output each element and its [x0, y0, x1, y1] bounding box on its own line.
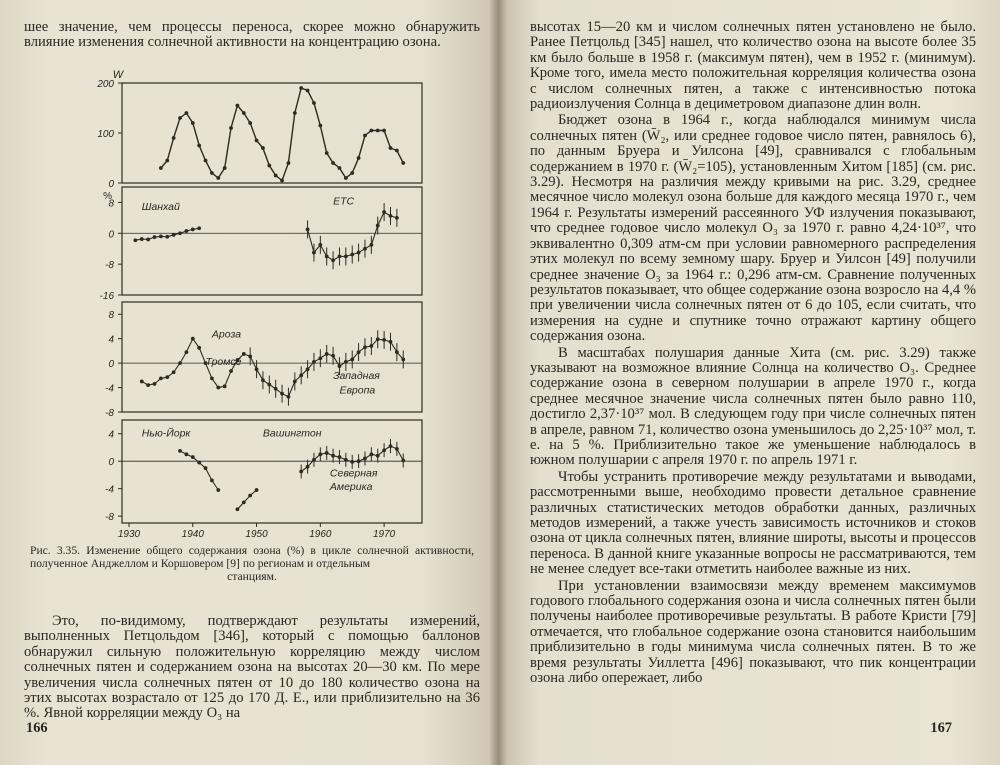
panel3-tromso-label: Тромсё [205, 355, 242, 368]
panel1-data-point [401, 161, 405, 165]
panel3-tick-label: 8 [108, 310, 114, 322]
panel3-data-point [185, 350, 189, 354]
panel1-data-point [350, 171, 354, 175]
panel2-data-point [344, 255, 348, 259]
figure-caption-text: Рис. 3.35. Изменение общего содержания озона (%) в цикле солнечной активности, полученное Анджеллом и Коршовером [9] по регионам и отдельным [30, 544, 474, 570]
panel1-data-point [306, 89, 310, 93]
panel1-data-point [389, 146, 393, 150]
panel2-data-point [165, 235, 169, 239]
panel4-north-america-label-2: Америка [329, 481, 373, 494]
panel2-unit-label: % [103, 191, 112, 202]
page-number-left: 166 [26, 720, 48, 736]
panel1-tick-label: 0 [108, 179, 114, 190]
panel4-x-tick-label: 1940 [181, 529, 204, 540]
panel4-data-point [216, 488, 220, 492]
panel4-data-point [325, 451, 329, 455]
panel1-data-point [274, 174, 278, 178]
panel4-tick-label: -4 [105, 484, 114, 496]
panel4-data-point [242, 501, 246, 505]
panel2-data-point [133, 238, 137, 242]
panel2-data-point [153, 235, 157, 239]
panel4-x-tick-label: 1930 [117, 529, 141, 540]
panel4-data-point [350, 460, 354, 464]
panel1-data-point [363, 134, 367, 138]
panel4-data-point [338, 455, 342, 459]
panel1-data-point [204, 159, 208, 163]
panel1-data-point [261, 146, 265, 150]
panel1-data-point [357, 156, 361, 160]
panel4-washington-label: Вашингтон [262, 427, 322, 440]
figure-caption-tail: станциям. [227, 570, 277, 583]
panel4-data-point [344, 458, 348, 462]
panel1-data-point [369, 129, 373, 133]
panel1-data-point [344, 176, 348, 180]
panel4-data-point [312, 458, 316, 462]
panel1-tick-label: 100 [97, 129, 114, 140]
panel4-x-tick-label: 1960 [309, 529, 332, 540]
panel1-data-point [293, 111, 297, 115]
left-intro-paragraph: шее значение, чем процессы переноса, скорее можно обнаружить влияние изменения солнечной активности на концентрацию озона. [24, 19, 480, 51]
panel2-data-point [159, 234, 163, 238]
right-paragraph-4: Чтобы устранить противоречие между результатами и выводами, рассмотренными выше, необходимо провести детальное сравнение различных статистических методов обработки данных, различных методов измерений, а также учесть зависимость источников и стоков озона от цикла солнечных пятен, влияние широты, высоты и процессов переноса. В данной книге указанные вопросы не рассматриваются, тем не менее следует все-таки отметить наиболее важные из них. [530, 468, 976, 578]
panel1-data-point [312, 101, 316, 105]
panel4-north-america-label: Северная [329, 467, 378, 480]
panel1-data-point [191, 121, 195, 125]
panel1-data-point [236, 104, 240, 108]
panel1-data-point [178, 116, 182, 120]
panel2-data-point [306, 228, 310, 232]
panel4-data-point [395, 447, 399, 451]
panel4-data-point [401, 459, 405, 463]
panel2-data-point [395, 216, 399, 220]
right-page [498, 0, 1000, 765]
panel4-data-point [204, 466, 208, 470]
panel1-data-point [197, 144, 201, 148]
panel1-data-point [223, 166, 227, 170]
panel3-data-point [153, 382, 157, 386]
panel4-data-point [331, 454, 335, 458]
panel4-tick-label: 4 [108, 429, 114, 441]
panel4-data-point [376, 454, 380, 458]
panel3-western-europe-label-2: Европа [339, 384, 376, 397]
panel4-data-point [236, 507, 240, 511]
panel1-data-point [216, 176, 220, 180]
panel1-data-point [172, 136, 176, 140]
panel1-data-point [267, 164, 271, 168]
panel4-data-point [248, 494, 252, 498]
panel3-data-point [159, 376, 163, 380]
panel2-tick-label: -16 [99, 291, 114, 302]
left-page [0, 0, 498, 765]
panel4-data-point [185, 452, 189, 456]
panel2-data-point [369, 243, 373, 247]
panel1-axis-label: W [112, 69, 124, 81]
panel3-data-point [223, 384, 227, 388]
panel1-data-point [331, 161, 335, 165]
panel1-data-point [318, 124, 322, 128]
panel1-frame [122, 83, 422, 183]
panel1-data-point [210, 171, 214, 175]
panel2-data-point [140, 237, 144, 241]
page-number-right: 167 [930, 720, 952, 736]
panel3-data-point [197, 346, 201, 350]
panel1-data-point [165, 159, 169, 163]
panel2-data-point [357, 251, 361, 255]
panel1-data-point [229, 126, 233, 130]
panel2-data-point [376, 224, 380, 228]
panel4-data-point [318, 452, 322, 456]
panel2-data-point [197, 226, 201, 230]
panel2-data-point [146, 238, 150, 242]
panel3-tick-label: 4 [108, 334, 114, 346]
panel3-tick-label: 0 [108, 359, 114, 371]
panel2-data-point [325, 255, 329, 259]
panel3-tick-label: -4 [105, 383, 114, 395]
panel4-series-line [180, 451, 218, 490]
panel2-shanghai-label: Шанхай [141, 201, 180, 214]
panel4-data-point [363, 457, 367, 461]
right-page-body [530, 20, 976, 686]
panel4-data-point [299, 470, 303, 474]
panel3-data-point [140, 380, 144, 384]
panel1-data-point [159, 166, 163, 170]
panel4-data-point [382, 448, 386, 452]
panel4-new-york-label: Нью-Йорк [141, 427, 191, 440]
left-bottom-paragraph: Это, по-видимому, подтверждают результаты измерений, выполненных Петцольдом [346], который с помощью баллонов обнаружил сильную положительную корреляцию между числом солнечных пятен и содержанием озона на высотах 20—30 км. По мере увеличения числа солнечных пятен от 10 до 180 количество озона на этих высотах возрастало от 125 до 170 Д. Е., или приблизительно на 36 %. Явной корреляции между O₃ на [24, 613, 480, 722]
panel3-data-point [178, 361, 182, 365]
panel3-data-point [172, 370, 176, 374]
panel3-frame [122, 302, 422, 412]
panel1-data-point [287, 161, 291, 165]
panel1-data-point [185, 111, 189, 115]
panel2-etc-label: ETC [333, 195, 355, 208]
panel2-data-point [382, 210, 386, 214]
panel2-data-point [178, 231, 182, 235]
panel1-data-point [299, 86, 303, 90]
right-paragraph-3: В масштабах полушария данные Хита (см. рис. 3.29) также указывают на возможное влияние Солнца на количество O₃. Среднее содержание озона в северном полушарии в апреле 1970 г., когда среднее месячное значение числа солнечных пятен было равно 110, достигло 2,37·10³⁷ мол. В следующем году при числе солнечных пятен в апреле, равном 71, количество озона уменьшилось до 2,25·10³⁷ мол, т. е. на 5 %. Приблизительно такое же уменьшение наблюдалось в южном полушарии с апреля 1970 г. по апрель 1971 г. [530, 344, 976, 469]
panel4-data-point [255, 488, 259, 492]
panel2-data-point [338, 255, 342, 259]
panel1-data-point [255, 139, 259, 143]
panel2-data-point [350, 253, 354, 257]
panel4-data-point [306, 465, 310, 469]
panel4-x-tick-label: 1970 [372, 529, 396, 540]
panel3-arosa-label: Ароза [211, 328, 242, 341]
panel3-data-point [146, 383, 150, 387]
panel1-data-point [395, 149, 399, 153]
panel3-data-point [242, 352, 246, 356]
panel4-x-tick-label: 1950 [245, 529, 268, 540]
panel1-data-point [325, 151, 329, 155]
panel1-data-point [248, 121, 252, 125]
panel3-data-point [216, 386, 220, 390]
figure-svg [24, 69, 480, 542]
panel2-tick-label: -8 [105, 260, 114, 272]
panel4-data-point [210, 479, 214, 483]
figure-caption [30, 544, 474, 592]
panel2-data-point [172, 233, 176, 237]
right-paragraph-2: Бюджет озона в 1964 г., когда наблюдался минимум числа солнечных пятен (W̄₂, или среднее годовое число пятен, равнялось 6), по данным Бруера и Уилсона [49], сравнивался с глобальным содержанием в 1970 г. (W̄₂=105), установленным Хитом [185] (см. рис. 3.29). Несмотря на различия между кривыми на рис. 3.29, среднее месячное число молекул озона больше для каждого месяца 1970 г., чем 1964 г. Результаты измерений рассеянного УФ излучения показывают, что среднее годовое число молекул O₃ за 1970 г. равно 4,24·10³⁷, что эквивалентно 0,309 атм-см при условии равномерного распределения этих молекул по всему земному шару. Бруер и Уилсон [49] получили среднее значение O₃ за 1964 г.: 0,296 атм-см. Сравнение полученных результатов показывает, что общее содержание озона возросло на 4,4 % при увеличении числа солнечных пятен от 6 до 105, если считать, что измерения на судне и спутнике точно отражают картину общего содержания озона. [530, 112, 976, 345]
panel2-data-point [312, 251, 316, 255]
panel4-data-point [191, 455, 195, 459]
panel1-data-point [280, 179, 284, 183]
panel3-western-europe-label: Западная [333, 370, 380, 382]
panel2-data-point [185, 229, 189, 233]
panel4-tick-label: -8 [105, 512, 114, 524]
book-gutter [489, 0, 507, 765]
figure-3-35 [24, 69, 480, 542]
panel2-tick-label: 8 [108, 198, 114, 210]
panel4-data-point [178, 449, 182, 453]
panel2-tick-label: 0 [108, 229, 114, 241]
panel1-data-point [382, 129, 386, 133]
panel2-data-point [331, 258, 335, 262]
panel3-tick-label: -8 [105, 408, 114, 419]
panel3-data-point [165, 375, 169, 379]
panel1-series-line [161, 88, 403, 181]
panel1-tick-label: 200 [97, 79, 114, 90]
panel2-data-point [363, 247, 367, 251]
panel3-data-point [191, 337, 195, 341]
panel2-data-point [389, 214, 393, 218]
right-paragraph-1: высотах 15—20 км и числом солнечных пятен установлено не было. Ранее Петцольд [345] нашел, что количество озона на высоте более 35 км было больше в 1958 г. (максимум пятен), чем в 1952 г. (минимум). Кроме того, имела место положительная корреляция количества озона с числом солнечных пятен, а также с интенсивностью потока радиоизлучения Солнца в дециметровом диапазоне длин волн. [530, 19, 976, 113]
panel1-data-point [338, 166, 342, 170]
right-paragraph-5: При установлении взаимосвязи между временем максимумов годового глобального содержания озона и числа солнечных пятен были получены наиболее противоречивые результаты. В работе Кристи [79] отмечается, что глобальное содержание озона становится наибольшим приблизительно в годы минимума числа солнечных пятен. В то же время результаты Уиллетта [496] показывают, что пик концентрации озона либо опережает, либо [530, 577, 976, 687]
panel4-series-line [237, 490, 256, 509]
panel1-data-point [242, 111, 246, 115]
panel4-data-point [357, 459, 361, 463]
panel4-data-point [389, 444, 393, 448]
panel4-data-point [197, 461, 201, 465]
panel2-data-point [191, 228, 195, 232]
panel1-data-point [376, 129, 380, 133]
panel3-data-point [210, 376, 214, 380]
panel4-data-point [369, 452, 373, 456]
panel3-data-point [229, 369, 233, 373]
panel2-data-point [318, 243, 322, 247]
panel4-tick-label: 0 [108, 457, 114, 469]
